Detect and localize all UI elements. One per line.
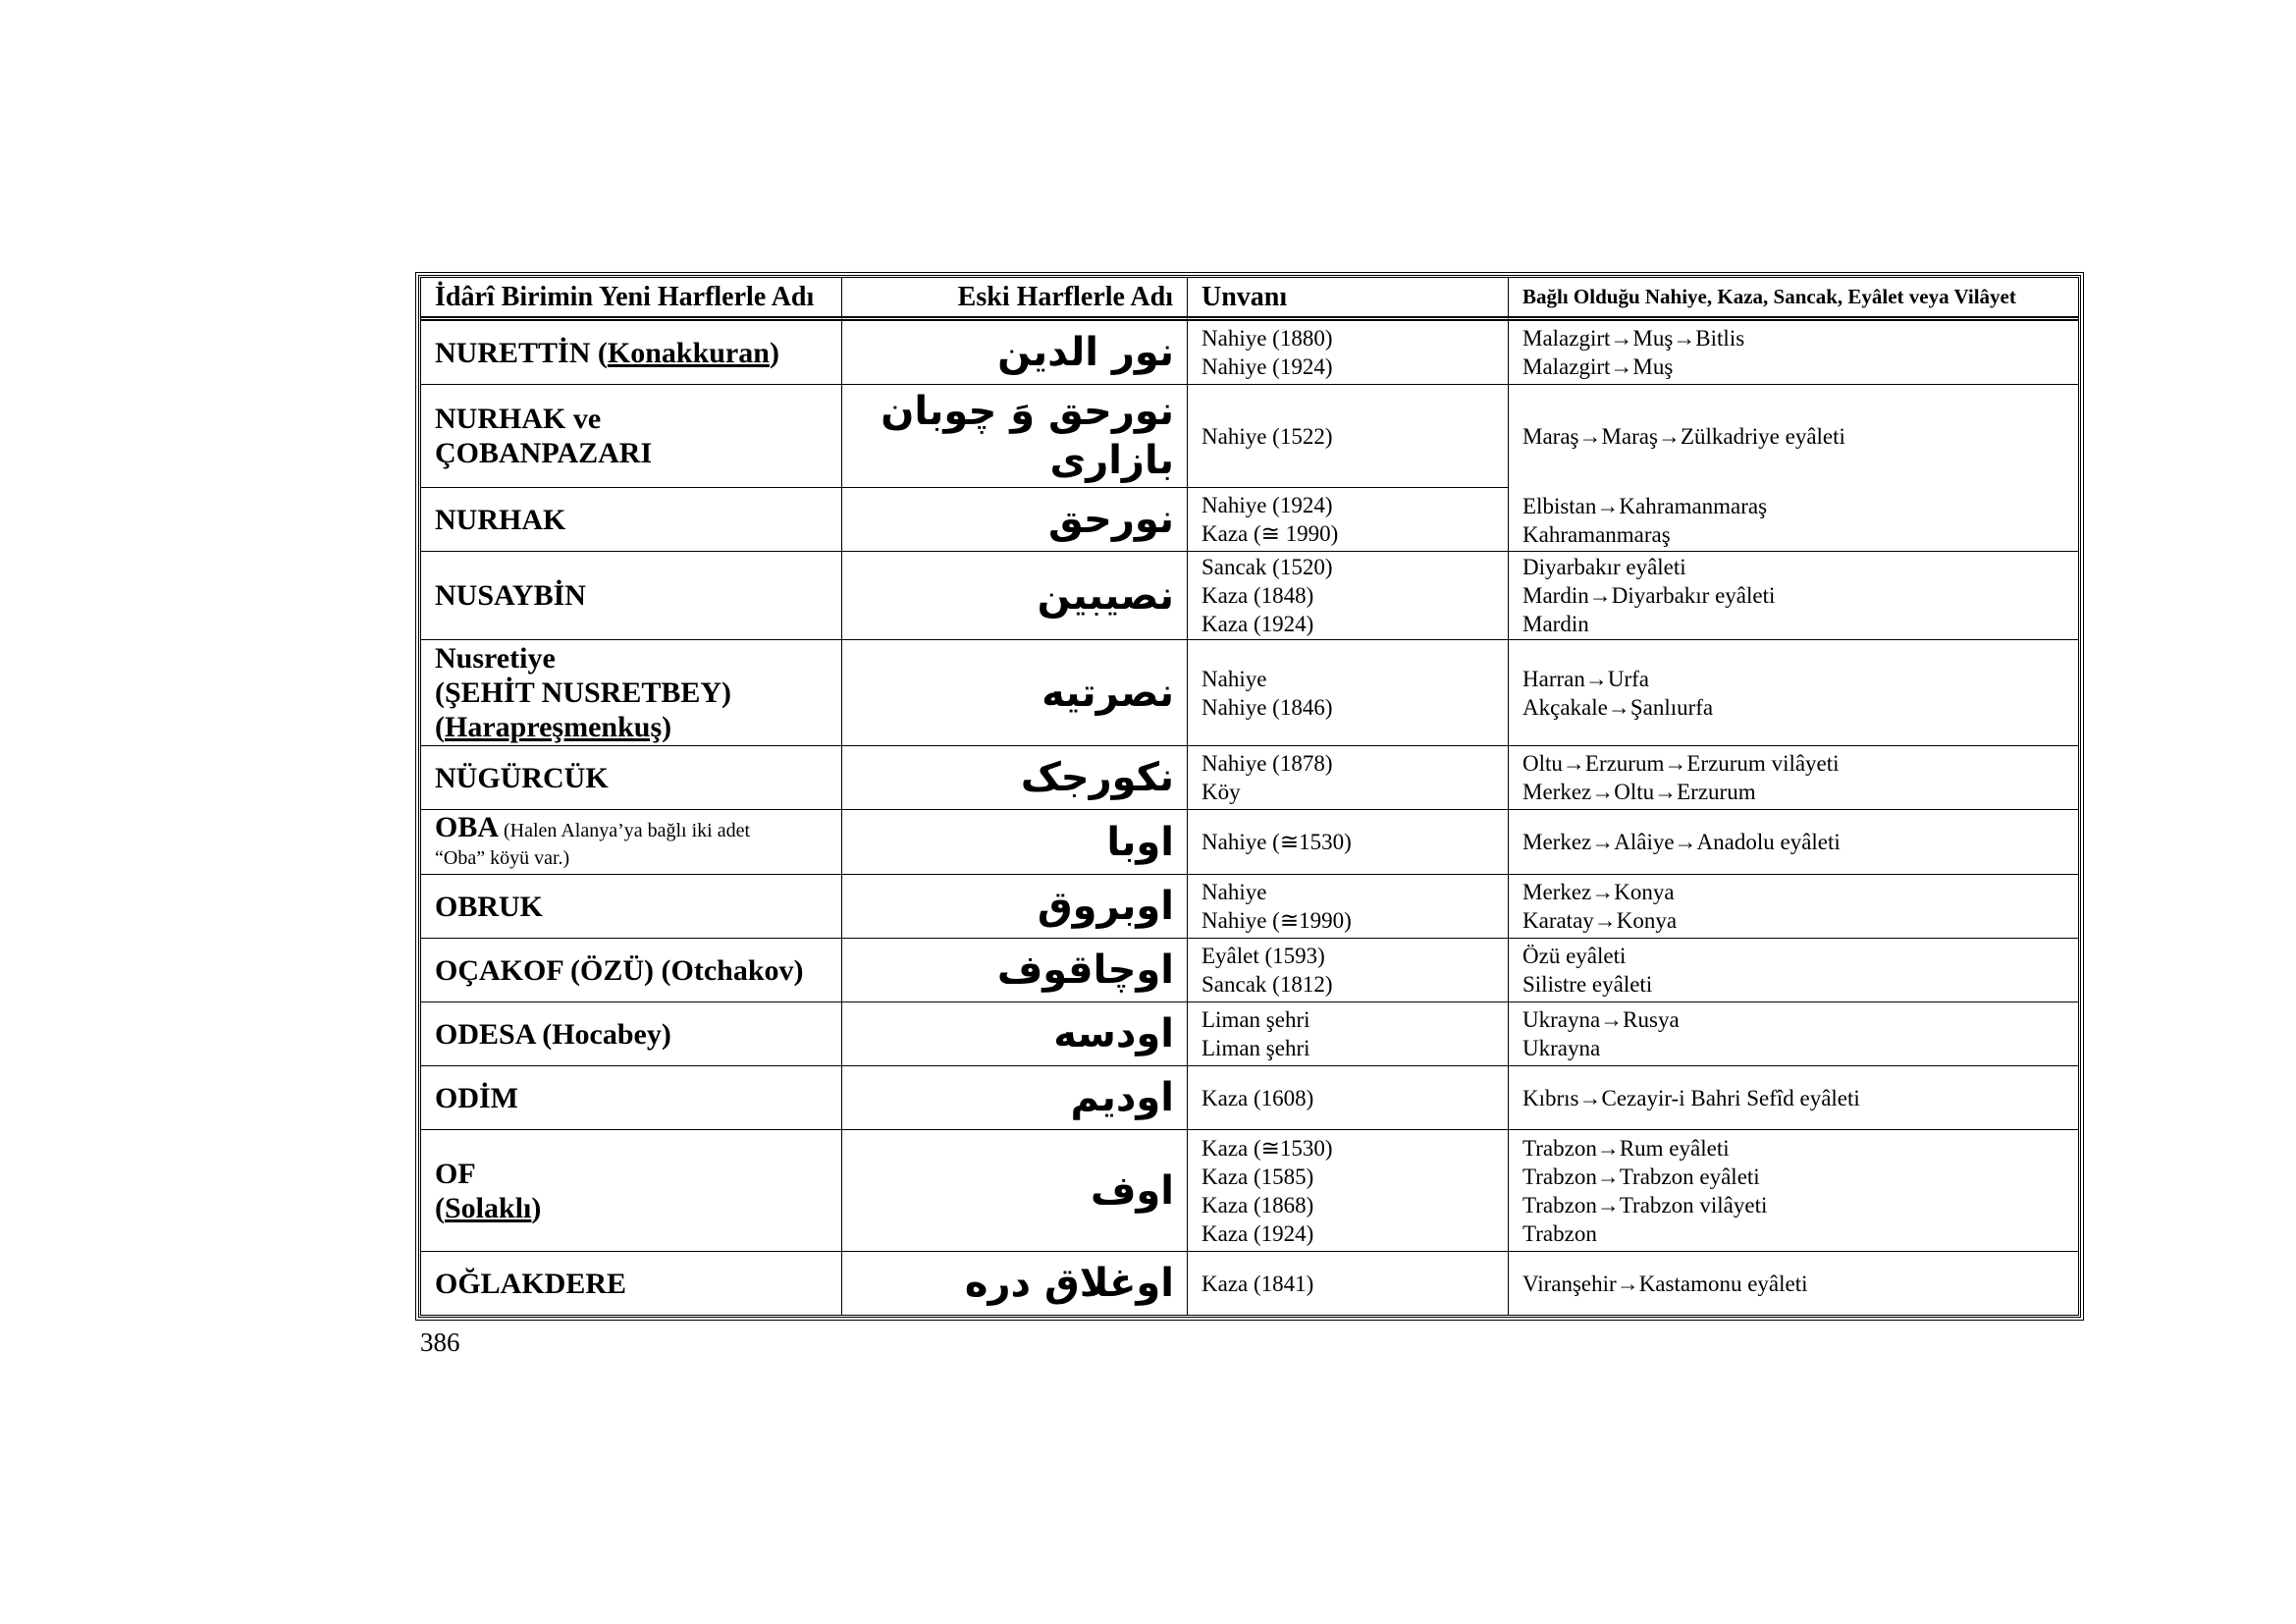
name-cell: OĞLAKDERE	[421, 1252, 842, 1315]
table-row	[421, 321, 2078, 385]
name-cell: ODESA (Hocabey)	[421, 1002, 842, 1066]
table-row	[421, 385, 2078, 488]
name-text: )	[769, 336, 779, 369]
title-line: Nahiye (≅1530)	[1201, 830, 1352, 854]
title-line: Eyâlet (1593)	[1201, 944, 1325, 968]
name-text: )	[662, 711, 672, 743]
affiliation-line: Akçakale→Şanlıurfa	[1522, 694, 1714, 720]
name-text: (	[435, 1191, 445, 1224]
affiliation-line: Maraş→Maraş→Zülkadriye eyâleti	[1522, 424, 1845, 449]
affiliation-line: Viranşehir→Kastamonu eyâleti	[1522, 1271, 1808, 1296]
title-line: Kaza (1868)	[1201, 1192, 1314, 1218]
table-row	[421, 939, 2078, 1002]
title-line: Nahiye (1878)	[1201, 751, 1333, 776]
table-row	[421, 552, 2078, 640]
name-cell: NURHAK	[421, 488, 842, 552]
name-line	[435, 1191, 828, 1225]
affiliation-cell	[1509, 1252, 2078, 1315]
header-title: Unvanı	[1188, 278, 1509, 321]
title-cell	[1188, 1252, 1509, 1315]
affiliation-line: Kahramanmaraş	[1522, 522, 1671, 547]
title-cell	[1188, 875, 1509, 939]
title-cell	[1188, 321, 1509, 385]
title-line: Kaza (≅1530)	[1201, 1135, 1333, 1161]
old-script-line: بازارى	[1049, 438, 1174, 483]
title-cell	[1188, 488, 1509, 552]
affiliation-line: Malazgirt→Muş	[1522, 354, 1674, 379]
name-cell	[421, 1130, 842, 1252]
header-affiliation: Bağlı Olduğu Nahiye, Kaza, Sancak, Eyâlet veya Vilâyet	[1509, 278, 2078, 321]
affiliation-cell	[1509, 321, 2078, 385]
affiliation-line: Trabzon	[1522, 1220, 1597, 1246]
title-line: Kaza (1585)	[1201, 1164, 1314, 1189]
table-row	[421, 488, 2078, 552]
title-line: Kaza (1841)	[1201, 1271, 1314, 1296]
title-line: Nahiye (≅1990)	[1201, 908, 1352, 933]
title-cell	[1188, 385, 1509, 488]
name-note: “Oba” köyü var.)	[435, 846, 570, 869]
header-old-name: Eski Harflerle Adı	[842, 278, 1188, 321]
affiliation-line: Trabzon→Trabzon vilâyeti	[1522, 1192, 1768, 1218]
title-cell	[1188, 939, 1509, 1002]
name-text: NURETTİN (	[435, 336, 608, 369]
title-line: Kaza (1848)	[1201, 583, 1314, 608]
title-line: Nahiye (1924)	[1201, 493, 1333, 517]
affiliation-cell	[1509, 939, 2078, 1002]
name-line: Nusretiye	[435, 642, 556, 675]
old-script-cell: نور الدين	[842, 321, 1188, 385]
affiliation-cell	[1509, 640, 2078, 746]
title-cell	[1188, 1066, 1509, 1130]
title-line: Köy	[1201, 780, 1241, 804]
name-underlined: Solaklı	[445, 1191, 532, 1224]
affiliation-line: Ukrayna	[1522, 1036, 1601, 1060]
affiliation-line: Trabzon→Trabzon eyâleti	[1522, 1164, 1760, 1189]
name-text: (	[435, 711, 445, 743]
affiliation-line: Özü eyâleti	[1522, 944, 1627, 968]
affiliation-line: Kıbrıs→Cezayir-i Bahri Sefîd eyâleti	[1522, 1085, 1860, 1110]
title-line: Kaza (1924)	[1201, 1220, 1314, 1246]
affiliation-line: Mardin→Diyarbakır eyâleti	[1522, 583, 1776, 608]
old-script-cell: اودسه	[842, 1002, 1188, 1066]
title-line: Nahiye (1522)	[1201, 423, 1333, 449]
old-script-cell: اوديم	[842, 1066, 1188, 1130]
name-underlined: Harapreşmenkuş	[445, 711, 663, 743]
affiliation-line: Diyarbakır eyâleti	[1522, 555, 1686, 579]
table-row	[421, 875, 2078, 939]
title-cell	[1188, 1002, 1509, 1066]
old-script-line: نورحق وَ چوبان	[881, 389, 1174, 434]
table-row	[421, 746, 2078, 810]
page-number: 386	[420, 1327, 460, 1357]
title-line: Nahiye (1880)	[1201, 326, 1333, 351]
name-line: OF	[435, 1157, 476, 1190]
title-line: Nahiye	[1201, 666, 1267, 691]
affiliation-cell	[1509, 1002, 2078, 1066]
title-line: Kaza (≅ 1990)	[1201, 521, 1339, 546]
old-script-cell: اوغلاق دره	[842, 1252, 1188, 1315]
old-script-cell: اوبا	[842, 810, 1188, 875]
title-cell	[1188, 746, 1509, 810]
old-script-cell: نصرتيه	[842, 640, 1188, 746]
affiliation-cell	[1509, 875, 2078, 939]
affiliation-cell	[1509, 1130, 2078, 1252]
affiliation-line: Oltu→Erzurum→Erzurum vilâyeti	[1522, 751, 1840, 776]
table-row	[421, 1252, 2078, 1315]
old-script-cell: نكورجک	[842, 746, 1188, 810]
name-cell	[421, 640, 842, 746]
affiliation-line: Harran→Urfa	[1522, 666, 1649, 691]
name-note: (Halen Alanya’ya bağlı iki adet	[499, 819, 751, 841]
affiliation-cell	[1509, 746, 2078, 810]
title-line: Nahiye (1846)	[1201, 694, 1333, 720]
title-line: Nahiye	[1201, 880, 1267, 904]
title-cell	[1188, 810, 1509, 875]
old-script-cell: اوف	[842, 1130, 1188, 1252]
affiliation-line: Merkez→Konya	[1522, 880, 1675, 904]
affiliation-line: Malazgirt→Muş→Bitlis	[1522, 326, 1745, 351]
old-script-cell: اوبروق	[842, 875, 1188, 939]
header-row	[421, 278, 2078, 321]
affiliation-cell	[1509, 552, 2078, 640]
title-line: Liman şehri	[1201, 1007, 1310, 1032]
name-text: OBA	[435, 810, 500, 843]
name-underlined: Konakkuran	[607, 336, 770, 369]
title-line: Liman şehri	[1201, 1036, 1310, 1060]
affiliation-line: Karatay→Konya	[1522, 908, 1678, 933]
affiliation-cell	[1509, 1066, 2078, 1130]
table-row	[421, 1066, 2078, 1130]
name-cell: NÜGÜRCÜK	[421, 746, 842, 810]
table-row	[421, 1002, 2078, 1066]
table-row	[421, 640, 2078, 746]
name-line: NURHAK ve	[435, 403, 602, 435]
table-row	[421, 1130, 2078, 1252]
title-line: Sancak (1520)	[1201, 555, 1333, 579]
affiliation-line: Ukrayna→Rusya	[1522, 1007, 1680, 1032]
name-cell	[421, 385, 842, 488]
header-new-name: İdârî Birimin Yeni Harflerle Adı	[421, 278, 842, 321]
title-line: Nahiye (1924)	[1201, 354, 1333, 379]
title-line: Sancak (1812)	[1201, 972, 1333, 997]
name-cell	[421, 321, 842, 385]
title-line: Kaza (1924)	[1201, 612, 1314, 636]
old-script-cell: نصيبين	[842, 552, 1188, 640]
affiliation-cell	[1509, 488, 2078, 552]
gazetteer-table	[418, 275, 2081, 1318]
affiliation-line: Merkez→Alâiye→Anadolu eyâleti	[1522, 830, 1841, 854]
name-text: )	[531, 1191, 542, 1224]
title-line: Kaza (1608)	[1201, 1085, 1314, 1110]
name-line: (ŞEHİT NUSRETBEY)	[435, 677, 732, 709]
name-cell: OÇAKOF (ÖZÜ) (Otchakov)	[421, 939, 842, 1002]
affiliation-line: Mardin	[1522, 612, 1589, 636]
old-script-cell: اوچاقوف	[842, 939, 1188, 1002]
affiliation-line: Silistre eyâleti	[1522, 972, 1653, 997]
name-cell: OBRUK	[421, 875, 842, 939]
title-cell	[1188, 1130, 1509, 1252]
old-script-cell: نورحق	[842, 488, 1188, 552]
affiliation-cell	[1509, 385, 2078, 488]
affiliation-cell	[1509, 810, 2078, 875]
table-row	[421, 810, 2078, 875]
title-cell	[1188, 552, 1509, 640]
name-line: ÇOBANPAZARI	[435, 437, 653, 469]
name-cell	[421, 810, 842, 875]
affiliation-line: Merkez→Oltu→Erzurum	[1522, 780, 1756, 804]
name-cell: ODİM	[421, 1066, 842, 1130]
name-cell: NUSAYBİN	[421, 552, 842, 640]
old-script-cell	[842, 385, 1188, 488]
name-line	[435, 710, 828, 744]
affiliation-line: Elbistan→Kahramanmaraş	[1522, 494, 1768, 518]
affiliation-line: Trabzon→Rum eyâleti	[1522, 1135, 1730, 1161]
title-cell	[1188, 640, 1509, 746]
